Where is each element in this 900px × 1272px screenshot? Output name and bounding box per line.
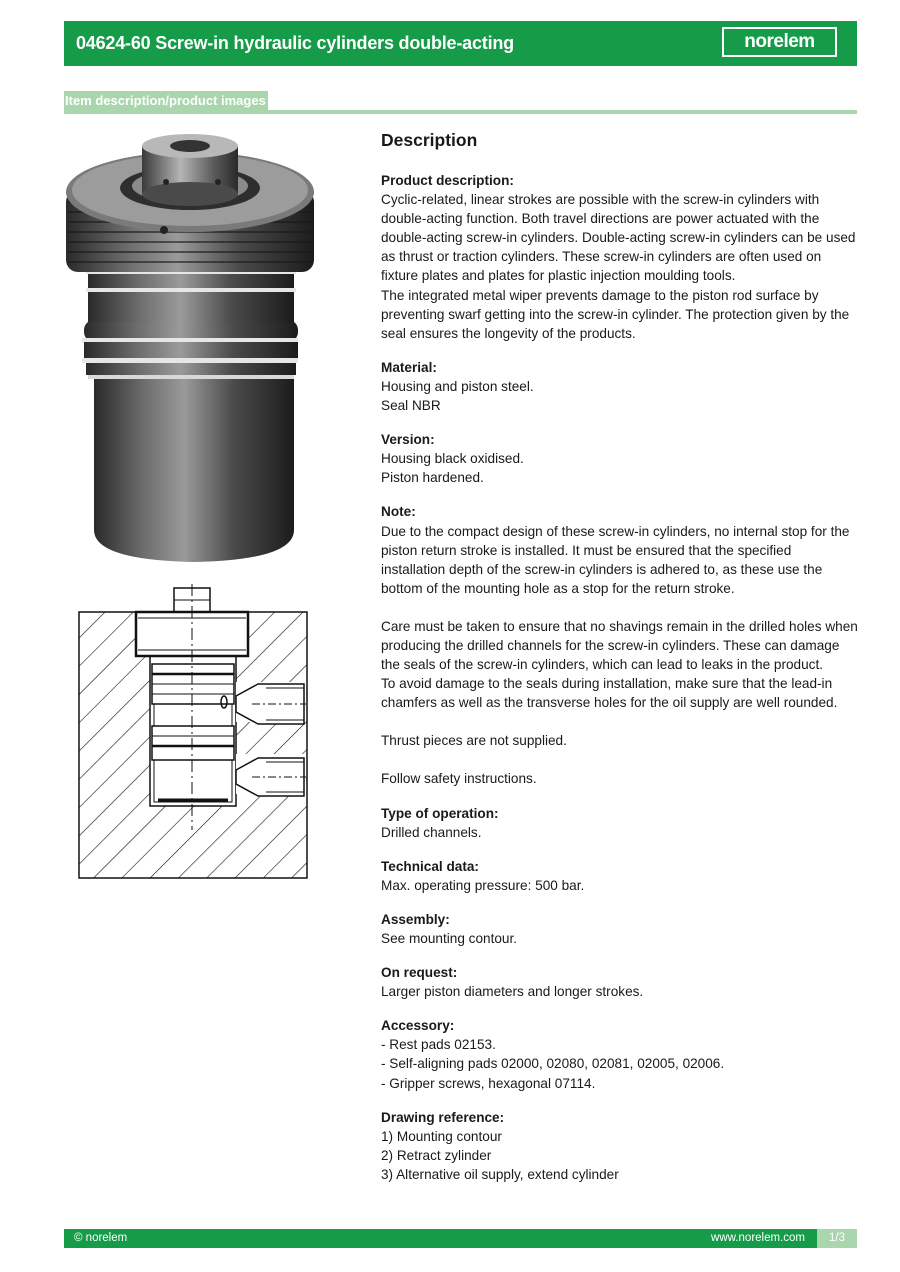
note-text-4: Thrust pieces are not supplied. <box>381 733 567 749</box>
technical-data-value: Max. operating pressure: 500 bar. <box>381 877 585 893</box>
drawing-reference-block <box>381 1108 859 1184</box>
footer-copyright: © norelem <box>74 1232 128 1244</box>
mounting-drawing <box>76 584 312 882</box>
product-photo <box>58 130 322 566</box>
note-text-3: To avoid damage to the seals during installation, make sure that the lead-in chamfers as well as the transverse holes for the oil supply are well rounded. <box>381 676 838 711</box>
accessory-label: Accessory: <box>381 1018 455 1034</box>
accessory-item: - Rest pads 02153. <box>381 1037 496 1053</box>
product-description-text-1: Cyclic-related, linear strokes are possible with the screw-in cylinders with double-acting function. Both travel directions are power actuated with the double-acting screw-in cylinders. Double-acting screw-in cylinders can be used as thrust or traction cylinders. These screw-in cylinders are often used on fixture plates and plates for plastic injection moulding tools. <box>381 192 856 284</box>
type-of-operation-block <box>381 804 859 842</box>
version-line: Piston hardened. <box>381 470 484 486</box>
on-request-value: Larger piston diameters and longer strokes. <box>381 984 644 1000</box>
product-description-label: Product description: <box>381 173 514 188</box>
footer-bar <box>64 1229 857 1248</box>
note-text-5: Follow safety instructions. <box>381 771 537 787</box>
product-description-text-2: The integrated metal wiper prevents damage to the piston rod surface by preventing swarf getting into the screw-in cylinder. The protection given by the seal ensures the longevity of the products. <box>381 287 850 341</box>
header-bar <box>64 21 857 66</box>
accessory-block <box>381 1016 859 1092</box>
on-request-label: On request: <box>381 965 458 981</box>
note-text-2: Care must be taken to ensure that no shavings remain in the drilled holes when producing the drilled channels for the screw-in cylinders. These can damage the seals of the screw-in cylinders, which can lead to leaks in the product. <box>381 618 858 673</box>
norelem-logo: norelem <box>722 27 837 57</box>
page-title: 04624-60 Screw-in hydraulic cylinders double-acting <box>76 33 514 53</box>
footer-website-link[interactable]: www.norelem.com <box>711 1232 805 1244</box>
technical-data-block <box>381 857 859 895</box>
assembly-block <box>381 910 859 948</box>
drawing-reference-item: 2) Retract zylinder <box>381 1147 492 1163</box>
version-label: Version: <box>381 432 435 448</box>
description-heading: Description <box>381 130 478 150</box>
section-tab-item-description: Item description/product images <box>64 91 268 112</box>
technical-data-label: Technical data: <box>381 858 479 874</box>
accessory-item: - Self-aligning pads 02000, 02080, 02081, 02005, 02006. <box>381 1056 725 1072</box>
description-section <box>381 128 859 1184</box>
accessory-item: - Gripper screws, hexagonal 07114. <box>381 1075 596 1091</box>
note-block <box>381 502 859 788</box>
material-line: Housing and piston steel. <box>381 378 534 394</box>
on-request-block <box>381 963 859 1001</box>
assembly-value: See mounting contour. <box>381 931 518 946</box>
version-block <box>381 430 859 487</box>
version-line: Housing black oxidised. <box>381 451 524 467</box>
assembly-label: Assembly: <box>381 911 450 927</box>
product-description-block <box>381 171 859 343</box>
page-number: 1/3 <box>817 1229 857 1248</box>
drawing-reference-item: 1) Mounting contour <box>381 1128 502 1144</box>
drawing-reference-label: Drawing reference: <box>381 1109 505 1125</box>
material-line: Seal NBR <box>381 398 441 414</box>
material-label: Material: <box>381 359 437 375</box>
note-text-1: Due to the compact design of these screw-in cylinders, no internal stop for the piston return stroke is installed. It must be ensured that the specified installation depth of the screw-in cylinders is adhered to, as these use the bottom of the mounting hole as a stop for the return stroke. <box>381 523 850 596</box>
drawing-reference-item: 3) Alternative oil supply, extend cylinder <box>381 1166 619 1182</box>
type-of-operation-value: Drilled channels. <box>381 824 482 840</box>
note-label: Note: <box>381 504 416 520</box>
material-block <box>381 358 859 415</box>
type-of-operation-label: Type of operation: <box>381 805 499 821</box>
